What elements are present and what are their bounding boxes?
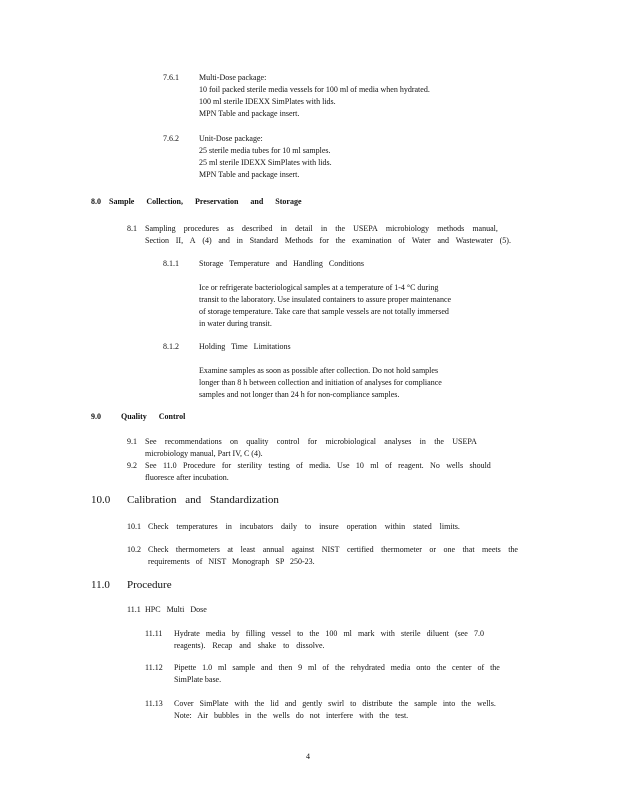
word: Pipette (174, 663, 197, 672)
word: SimPlate (199, 699, 229, 708)
word: as (227, 224, 234, 233)
page-number: 4 (306, 752, 310, 761)
word: and (260, 663, 273, 672)
word: ml (370, 461, 379, 470)
word: USEPA (353, 224, 378, 233)
word: Check (148, 522, 169, 531)
word: detail (294, 224, 313, 233)
word: the (309, 629, 320, 638)
word: for (319, 236, 329, 245)
section-number-11-0: 11.0 (91, 579, 110, 591)
text-line: SimPlate base. (174, 675, 222, 684)
word: daily (281, 522, 297, 531)
word: wells. (476, 699, 496, 708)
word: temperatures (176, 522, 218, 531)
section-number-11-13: 11.13 (145, 699, 163, 708)
word: for (307, 437, 318, 446)
word: sample (232, 663, 256, 672)
word: ml (218, 663, 227, 672)
word: into (442, 699, 456, 708)
text-line (174, 699, 496, 709)
word: control (276, 437, 300, 446)
word: the (254, 699, 265, 708)
word: to (297, 629, 304, 638)
word: microbiological (325, 437, 376, 446)
word: A (189, 236, 196, 245)
word: center (452, 663, 472, 672)
word: insure (319, 522, 339, 531)
text-line: MPN Table and package insert. (199, 170, 300, 179)
word: to (350, 699, 357, 708)
word: filling (245, 629, 266, 638)
section-number-7-6-2: 7.6.2 (163, 134, 179, 143)
text-line (145, 461, 491, 471)
word: sample (414, 699, 437, 708)
section-number-9-0: 9.0 (91, 412, 101, 421)
text-line: 25 sterile media tubes for 10 ml samples. (199, 146, 331, 155)
word: on (230, 437, 238, 446)
word: Sampling (145, 224, 176, 233)
word: sterility (237, 461, 262, 470)
word: of (385, 461, 392, 470)
word: media. (309, 461, 331, 470)
word: procedures (183, 224, 219, 233)
section-heading-8-0: Sample Collection, Preservation and Storage (109, 197, 302, 206)
word: that (462, 545, 475, 554)
word: at (227, 545, 234, 554)
word: gently (302, 699, 323, 708)
text-line: 100 ml sterile IDEXX SimPlates with lids. (199, 97, 336, 106)
text-line: Examine samples as soon as possible after collection. Do not hold samples (199, 366, 439, 375)
word: against (291, 545, 315, 554)
word: the (398, 699, 409, 708)
word: sterile (400, 629, 421, 638)
word: meets (482, 545, 501, 554)
section-number-11-1: 11.1 (127, 605, 141, 614)
word: in (225, 522, 232, 531)
section-number-11-12: 11.12 (145, 663, 163, 672)
word: rehydrated (350, 663, 385, 672)
word: of (477, 663, 485, 672)
word: lid (270, 699, 279, 708)
text-line (148, 522, 460, 532)
word: operation (346, 522, 377, 531)
word: Hydrate (174, 629, 200, 638)
word: Check (148, 545, 169, 554)
word: No (430, 461, 440, 470)
word: thermometer (381, 545, 422, 554)
word: II, (175, 236, 184, 245)
word: the (334, 663, 345, 672)
section-number-7-6-1: 7.6.1 (163, 73, 179, 82)
section-title-8-1-2: Holding Time Limitations (199, 342, 291, 351)
word: Standard (249, 236, 279, 245)
word: 11.0 (162, 461, 177, 470)
word: swirl (328, 699, 345, 708)
word: mark (358, 629, 375, 638)
word: distribute (362, 699, 393, 708)
word: the (434, 437, 444, 446)
word: the (490, 663, 500, 672)
word: to (304, 522, 312, 531)
word: (see (454, 629, 468, 638)
word: and (284, 699, 297, 708)
section-number-8-1-2: 8.1.2 (163, 342, 179, 351)
word: quality (246, 437, 269, 446)
word: Wastewater (455, 236, 493, 245)
word: analyses (384, 437, 412, 446)
word: annual (262, 545, 285, 554)
text-line (174, 663, 500, 673)
word: 10 (355, 461, 364, 470)
word: 9 (298, 663, 303, 672)
paragraph-number-9-1: 9.1 (127, 437, 137, 446)
text-line: fluoresce after incubation. (145, 473, 229, 482)
text-line: in water during transit. (199, 319, 272, 328)
word: recommendations (164, 437, 222, 446)
word: (5). (499, 236, 511, 245)
text-line: requirements of NIST Monograph SP 250-23. (148, 557, 315, 566)
section-number-11-11: 11.11 (145, 629, 163, 638)
word: thermometers (175, 545, 220, 554)
word: manual, (472, 224, 498, 233)
section-heading-10-0: Calibration and Standardization (127, 494, 279, 506)
word: onto (416, 663, 431, 672)
word: of (322, 663, 330, 672)
word: and (437, 236, 450, 245)
paragraph-number-10-2: 10.2 (127, 545, 141, 554)
word: and (218, 236, 230, 245)
word: least (240, 545, 256, 554)
word: media (205, 629, 226, 638)
word: the (508, 545, 518, 554)
word: Use (337, 461, 350, 470)
text-line: MPN Table and package insert. (199, 109, 300, 118)
word: See (145, 461, 157, 470)
section-number-8-0: 8.0 (91, 197, 101, 206)
text-line: microbiology manual, Part IV, C (4). (145, 449, 263, 458)
word: the (335, 224, 345, 233)
word: of (398, 236, 406, 245)
word: described (241, 224, 273, 233)
text-line: transit to the laboratory. Use insulated containers to assure proper maintenance (199, 295, 452, 304)
word: Procedure (183, 461, 216, 470)
text-line: 25 ml sterile IDEXX SimPlates with lids. (199, 158, 332, 167)
word: reagent. (398, 461, 424, 470)
word: ml (308, 663, 317, 672)
paragraph-number-10-1: 10.1 (127, 522, 141, 531)
word: USEPA (452, 437, 477, 446)
word: within (384, 522, 406, 531)
word: testing (268, 461, 290, 470)
word: then (278, 663, 293, 672)
word: the (436, 663, 447, 672)
word: NIST (321, 545, 340, 554)
word: microbiology (385, 224, 429, 233)
text-line (145, 224, 498, 234)
word: the (461, 699, 472, 708)
section-title-7-6-2: Unit-Dose package: (199, 134, 263, 143)
word: limits. (439, 522, 460, 531)
section-heading-9-0: Quality Control (121, 412, 186, 421)
text-line: longer than 8 h between collection and initiation of analyses for compliance (199, 378, 442, 387)
word: in (236, 236, 243, 245)
word: See (145, 437, 157, 446)
text-line (145, 437, 477, 447)
word: methods (437, 224, 465, 233)
word: media (390, 663, 411, 672)
word: the (335, 236, 346, 245)
word: 1.0 (202, 663, 213, 672)
word: Water (411, 236, 431, 245)
word: (4) (202, 236, 212, 245)
section-title-7-6-1: Multi-Dose package: (199, 73, 267, 82)
word: should (469, 461, 491, 470)
section-number-8-1-1: 8.1.1 (163, 259, 179, 268)
word: vessel (271, 629, 291, 638)
word: by (231, 629, 240, 638)
word: Methods (284, 236, 313, 245)
word: stated (413, 522, 432, 531)
word: examination (352, 236, 392, 245)
word: in (320, 224, 328, 233)
word: with (380, 629, 395, 638)
text-line: 10 foil packed sterile media vessels for 100 ml of media when hydrated. (199, 85, 430, 94)
word: for (221, 461, 232, 470)
word: Cover (174, 699, 194, 708)
text-line: samples and not longer than 24 h for non-compliance samples. (199, 390, 400, 399)
section-title-8-1-1: Storage Temperature and Handling Conditions (199, 259, 365, 268)
word: 7.0 (473, 629, 484, 638)
word: of (296, 461, 303, 470)
paragraph-number-9-2: 9.2 (127, 461, 137, 470)
text-line: of storage temperature. Take care that sample vessels are not totally immersed (199, 307, 449, 316)
section-title-11-1: HPC Multi Dose (145, 605, 207, 614)
section-number-10-0: 10.0 (91, 494, 111, 506)
section-heading-11-0: Procedure (127, 579, 172, 591)
word: diluent (426, 629, 449, 638)
text-line: Ice or refrigerate bacteriological samples at a temperature of 1-4 °C during (199, 283, 439, 292)
text-line: reagents). Recap and shake to dissolve. (174, 641, 325, 650)
word: in (280, 224, 287, 233)
paragraph-number-8-1: 8.1 (127, 224, 137, 233)
word: 100 (325, 629, 338, 638)
word: Section (145, 236, 169, 245)
text-line (174, 629, 484, 639)
word: incubators (239, 522, 274, 531)
word: or (429, 545, 437, 554)
text-line (148, 545, 518, 555)
text-line: Note: Air bubbles in the wells do not interfere with the test. (174, 711, 409, 720)
word: wells (446, 461, 464, 470)
word: with (234, 699, 249, 708)
text-line (145, 236, 511, 246)
word: one (443, 545, 456, 554)
word: ml (343, 629, 352, 638)
word: in (419, 437, 426, 446)
word: certified (346, 545, 374, 554)
